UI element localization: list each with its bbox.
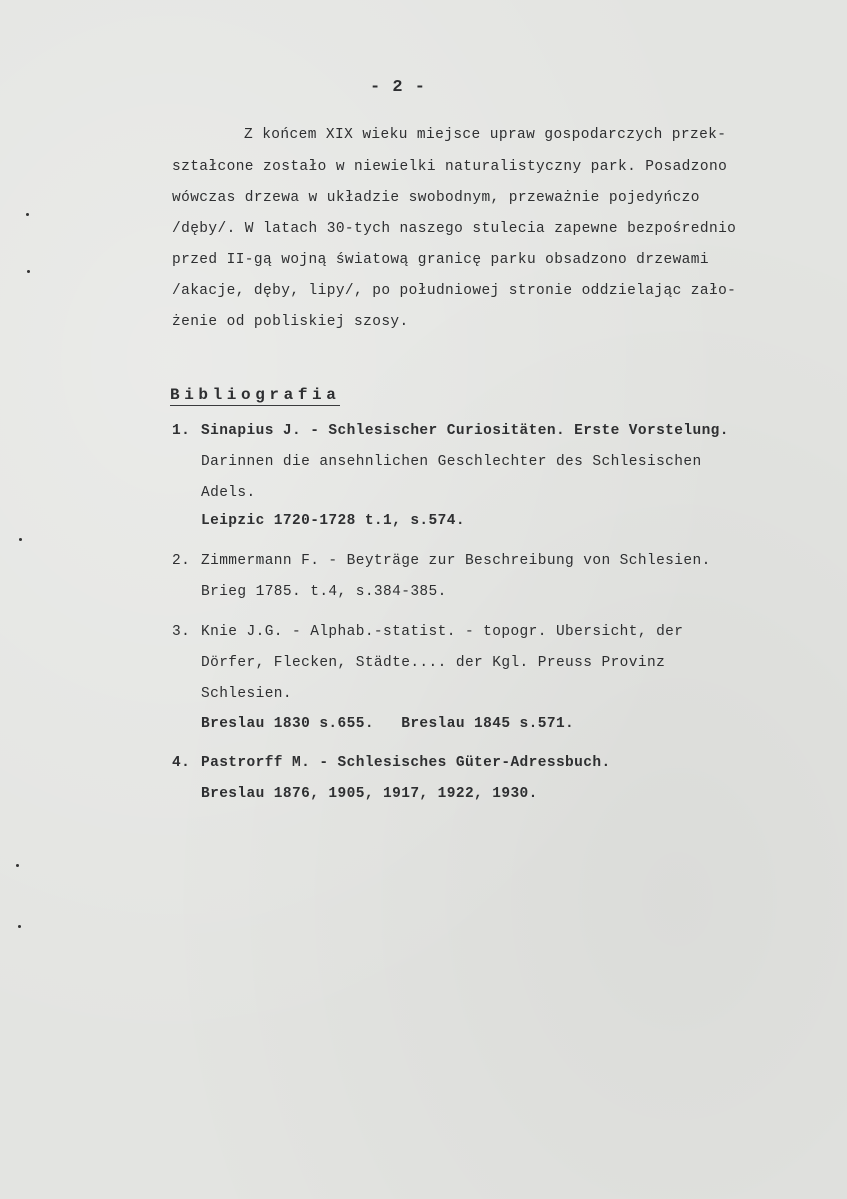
entry-line: Sinapius J. - Schlesischer Curiositäten. Erste Vorstelung.: [201, 423, 729, 439]
entry-line: Zimmermann F. - Beyträge zur Beschreibung von Schlesien.: [201, 553, 711, 569]
entry-line: Leipzic 1720-1728 t.1, s.574.: [201, 513, 465, 529]
entry-number: 4.: [172, 755, 191, 771]
entry-number: 2.: [172, 553, 191, 569]
scan-speck: [18, 925, 21, 928]
paragraph-line: przed II-gą wojną światową granicę parku obsadzono drzewami: [172, 252, 709, 268]
bibliography-heading: Bibliografia: [170, 386, 341, 404]
entry-line: Adels.: [201, 485, 256, 501]
entry-line: Schlesien.: [201, 686, 293, 702]
entry-number: 1.: [172, 423, 191, 439]
entry-number: 3.: [172, 624, 191, 640]
paragraph-line: wówczas drzewa w układzie swobodnym, przeważnie pojedyńczo: [172, 190, 700, 206]
entry-line: Dörfer, Flecken, Städte.... der Kgl. Preuss Provinz: [201, 655, 666, 671]
paragraph-line: żenie od pobliskiej szosy.: [172, 314, 409, 330]
entry-line: Knie J.G. - Alphab.-statist. - topogr. Ubersicht, der: [201, 624, 684, 640]
scan-speck: [27, 270, 30, 273]
entry-line: Darinnen die ansehnlichen Geschlechter des Schlesischen: [201, 454, 702, 470]
entry-line: Breslau 1830 s.655. Breslau 1845 s.571.: [201, 716, 575, 732]
entry-line: Breslau 1876, 1905, 1917, 1922, 1930.: [201, 786, 538, 802]
paragraph-line: /dęby/. W latach 30-tych naszego stulecia zapewne bezpośrednio: [172, 221, 737, 237]
page-number: - 2 -: [370, 78, 427, 97]
paragraph-line: Z końcem XIX wieku miejsce upraw gospodarczych przek-: [244, 127, 727, 143]
paragraph-line: /akacje, dęby, lipy/, po południowej stronie oddzielając zało-: [172, 283, 737, 299]
entry-line: Pastrorff M. - Schlesisches Güter-Adressbuch.: [201, 755, 611, 771]
entry-line: Brieg 1785. t.4, s.384-385.: [201, 584, 447, 600]
paragraph-line: ształcone zostało w niewielki naturalistyczny park. Posadzono: [172, 159, 728, 175]
scan-speck: [19, 538, 22, 541]
scan-speck: [16, 864, 19, 867]
scan-speck: [26, 213, 29, 216]
